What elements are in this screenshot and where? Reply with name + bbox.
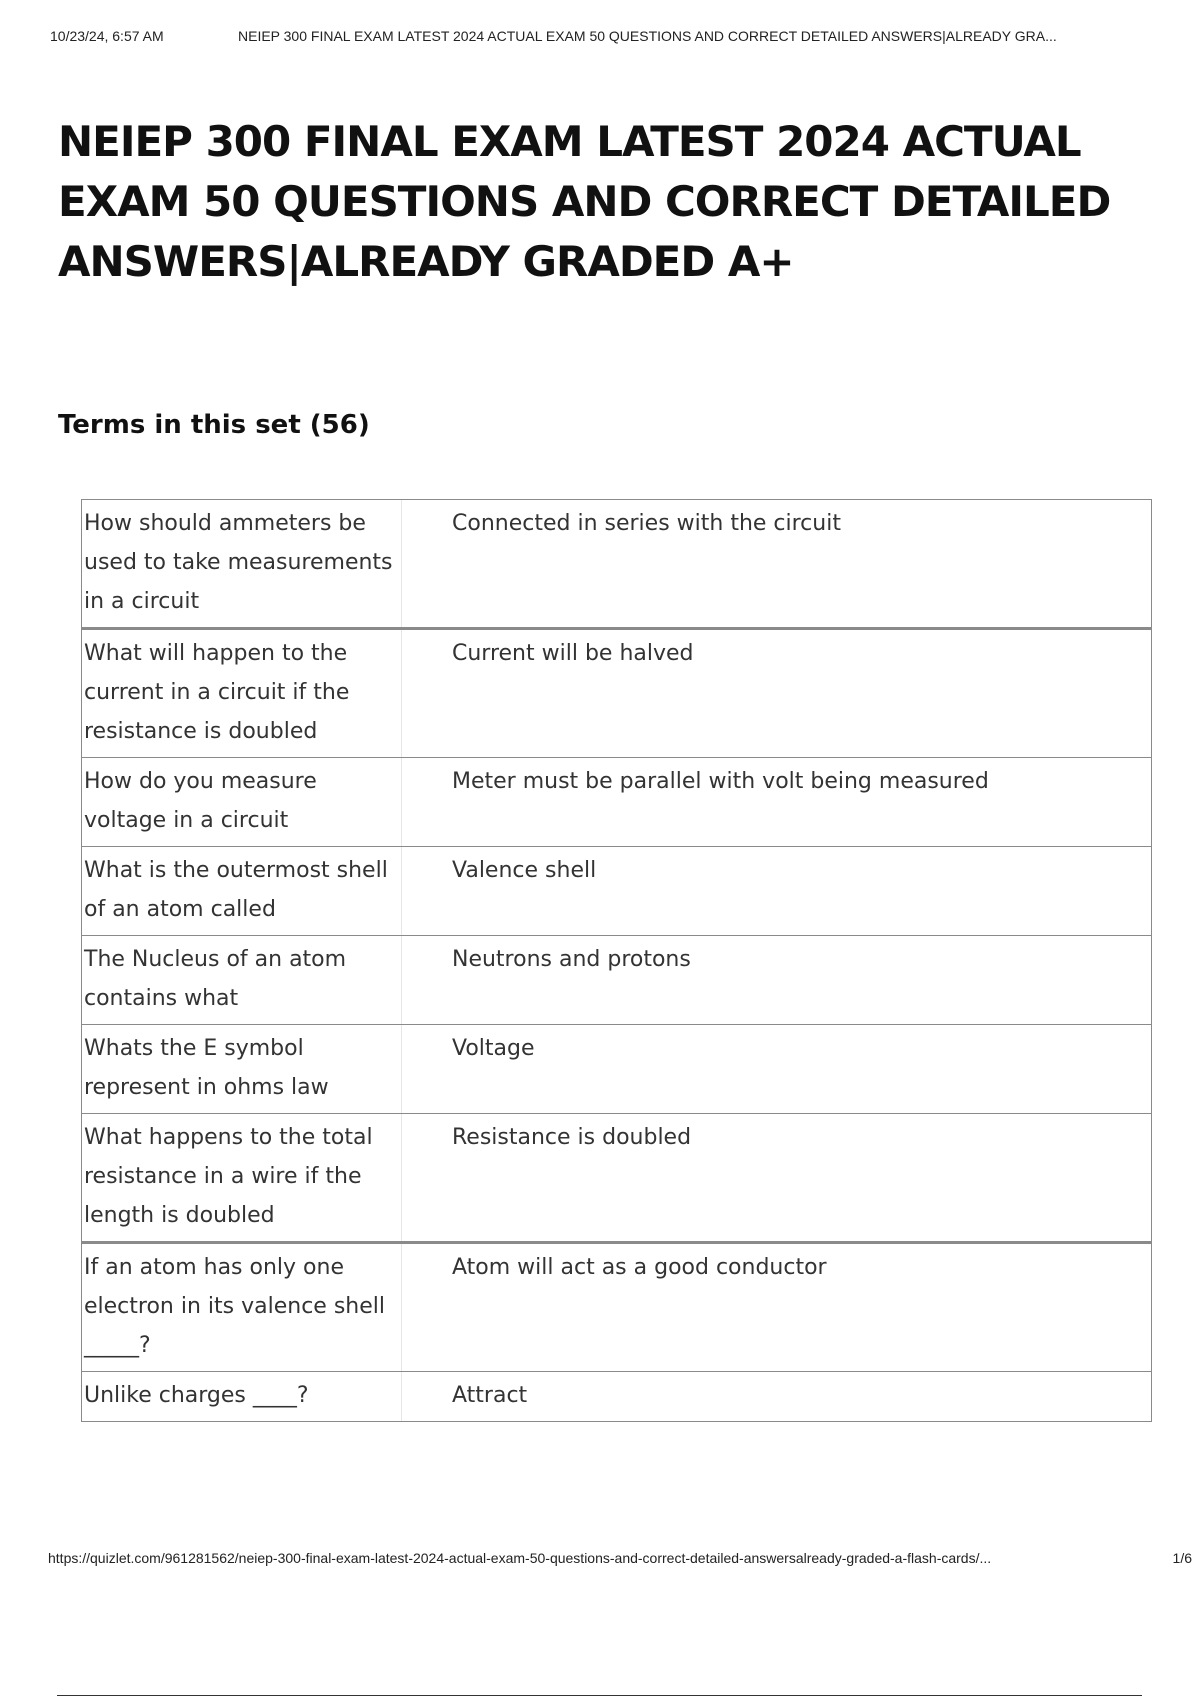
term-question: What will happen to the current in a circuit if the resistance is doubled [82, 630, 402, 757]
term-row [82, 1371, 1151, 1421]
page-title-line: EXAM 50 QUESTIONS AND CORRECT DETAILED [58, 177, 1111, 226]
term-question: How should ammeters be used to take measurements in a circuit [82, 500, 402, 627]
term-answer: Attract [452, 1383, 528, 1408]
term-question: If an atom has only one electron in its valence shell _____? [82, 1244, 402, 1371]
term-answer: Atom will act as a good conductor [452, 1255, 827, 1280]
print-header-title: NEIEP 300 FINAL EXAM LATEST 2024 ACTUAL EXAM 50 QUESTIONS AND CORRECT DETAILED ANSWERS|ALREADY GRA... [238, 28, 1057, 44]
term-row [82, 757, 1151, 846]
term-row [82, 846, 1151, 935]
print-header [50, 28, 1170, 50]
term-question: Whats the E symbol represent in ohms law [82, 1025, 402, 1113]
term-question: What is the outermost shell of an atom called [82, 847, 402, 935]
term-answer: Voltage [452, 1036, 535, 1061]
term-row [82, 500, 1151, 627]
term-row [82, 1024, 1151, 1113]
page-title-line: ANSWERS|ALREADY GRADED A+ [58, 237, 794, 286]
divider [57, 1695, 1142, 1696]
page-number: 1/6 [1172, 1550, 1192, 1566]
print-footer-url: https://quizlet.com/961281562/neiep-300-final-exam-latest-2024-actual-exam-50-questions-and-correct-detailed-answersalready-graded-a-flash-cards/... [48, 1550, 992, 1566]
print-footer [48, 1550, 1192, 1572]
term-answer: Resistance is doubled [452, 1125, 692, 1150]
term-question: Unlike charges ____? [82, 1372, 402, 1421]
term-row [82, 627, 1151, 757]
print-timestamp: 10/23/24, 6:57 AM [50, 28, 164, 44]
term-question: What happens to the total resistance in a wire if the length is doubled [82, 1114, 402, 1241]
term-answer: Valence shell [452, 858, 597, 883]
term-row [82, 1241, 1151, 1371]
terms-heading: Terms in this set (56) [58, 410, 370, 440]
term-answer: Neutrons and protons [452, 947, 691, 972]
term-answer: Connected in series with the circuit [452, 511, 841, 536]
term-answer: Current will be halved [452, 641, 694, 666]
term-question: How do you measure voltage in a circuit [82, 758, 402, 846]
term-row [82, 1113, 1151, 1241]
page-title [58, 112, 1158, 292]
term-question: The Nucleus of an atom contains what [82, 936, 402, 1024]
terms-table [81, 499, 1152, 1422]
term-answer: Meter must be parallel with volt being measured [452, 769, 989, 794]
page-title-line: NEIEP 300 FINAL EXAM LATEST 2024 ACTUAL [58, 117, 1081, 166]
term-row [82, 935, 1151, 1024]
